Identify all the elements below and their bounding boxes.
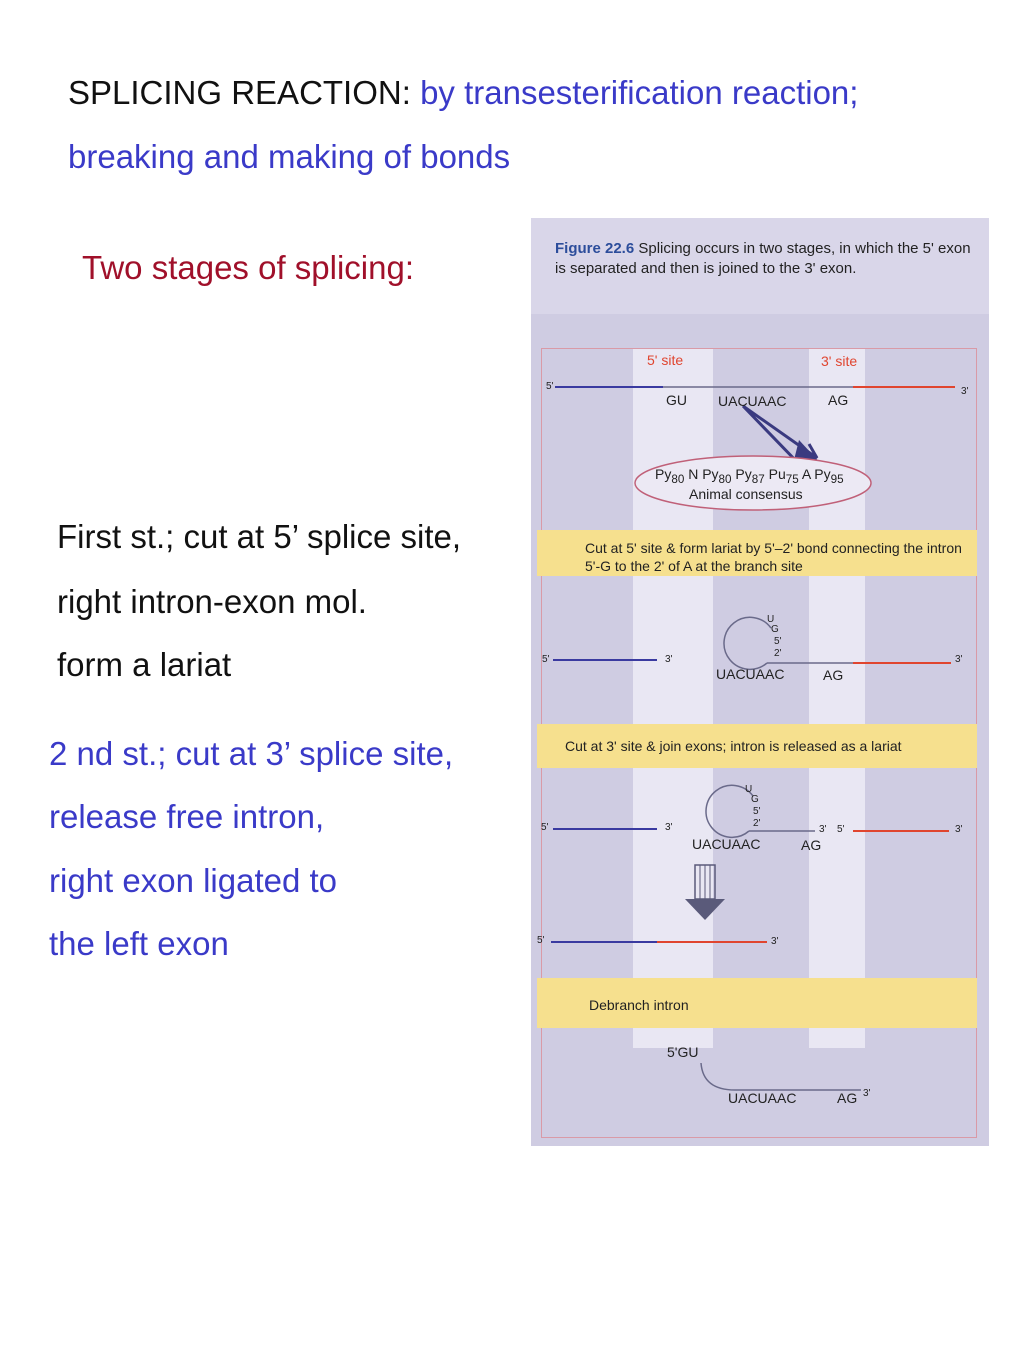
- first-stage-line1: First st.; cut at 5’ splice site,: [57, 518, 462, 555]
- stage1-lariat-u: U: [767, 614, 775, 625]
- slide-subtitle: breaking and making of bonds: [68, 138, 511, 175]
- stage2-uacuaac: UACUAAC: [692, 836, 761, 852]
- second-stage-line3: right exon ligated to: [49, 862, 338, 899]
- stage2-exon3-5prime: 5': [837, 824, 845, 835]
- step3-text: Debranch intron: [589, 997, 689, 1013]
- first-stage-line3: form a lariat: [57, 646, 232, 683]
- top-5prime: 5': [546, 381, 554, 392]
- stage2-intron-3prime: 3': [819, 824, 827, 835]
- figure-number: Figure 22.6: [555, 240, 635, 257]
- consensus-sequence: $Py_{80}$ N $Py_{80}$ $Py_{87}$ $Pu_{75}$ A $Py_{95}$: [655, 466, 844, 486]
- free-intron-5gu: 5'GU: [667, 1044, 699, 1060]
- down-arrow-head: [685, 899, 725, 920]
- slide-title: SPLICING REACTION: by transesterification reaction;: [68, 74, 859, 111]
- stage2-3prime: 3': [665, 822, 673, 833]
- stage1-3prime: 3': [665, 654, 673, 665]
- stage1-uacuaac: UACUAAC: [716, 666, 785, 682]
- stages-heading: Two stages of splicing:: [82, 249, 414, 286]
- free-intron-3prime: 3': [863, 1088, 871, 1099]
- stage2-lariat-2: 2': [753, 818, 761, 829]
- free-intron-ag: AG: [837, 1090, 858, 1106]
- figure-caption-text: Splicing occurs in two stages, in which the 5' exon is separated and then is joined to the 3' exon.: [555, 240, 971, 277]
- second-stage-line1: 2 nd st.; cut at 3’ splice site,: [49, 735, 454, 772]
- site3-label: 3' site: [821, 353, 858, 369]
- stage2-ag: AG: [801, 837, 822, 853]
- gu-label: GU: [666, 392, 687, 408]
- stage1-lariat-g: G: [771, 624, 779, 635]
- site5-label: 5' site: [647, 352, 684, 368]
- second-stage-line2: release free intron,: [49, 798, 325, 835]
- stage2-right-3prime: 3': [955, 824, 963, 835]
- step1-text: Cut at 5' site & form lariat by 5'–2' bond connecting the intron 5'-G to the 2' of A at the branch site: [585, 540, 962, 574]
- first-stage-line2: right intron-exon mol.: [57, 583, 367, 620]
- stage1-lariat-2: 2': [774, 648, 782, 659]
- stage2-5prime: 5': [541, 822, 549, 833]
- stage2-lariat-u: U: [745, 784, 753, 795]
- free-intron-line: [701, 1063, 861, 1090]
- second-stage-line4: the left exon: [49, 925, 229, 962]
- top-3prime: 3': [961, 386, 969, 397]
- free-intron-uacuaac: UACUAAC: [728, 1090, 797, 1106]
- stage2-lariat-g: G: [751, 794, 759, 805]
- step2-text: Cut at 3' site & join exons; intron is released as a lariat: [565, 738, 902, 754]
- stage1-lariat-loop: [724, 617, 771, 669]
- stage1-lariat-5: 5': [774, 636, 782, 647]
- joined-5prime: 5': [537, 935, 545, 946]
- consensus-label: Animal consensus: [689, 486, 803, 502]
- stage1-right-3prime: 3': [955, 654, 963, 665]
- uacuaac-label: UACUAAC: [718, 393, 787, 409]
- stage1-5prime: 5': [542, 654, 550, 665]
- joined-3prime: 3': [771, 936, 779, 947]
- stage2-lariat-5: 5': [753, 806, 761, 817]
- splicing-figure: [531, 218, 989, 1146]
- ag-label: AG: [828, 392, 849, 408]
- stage1-ag: AG: [823, 667, 844, 683]
